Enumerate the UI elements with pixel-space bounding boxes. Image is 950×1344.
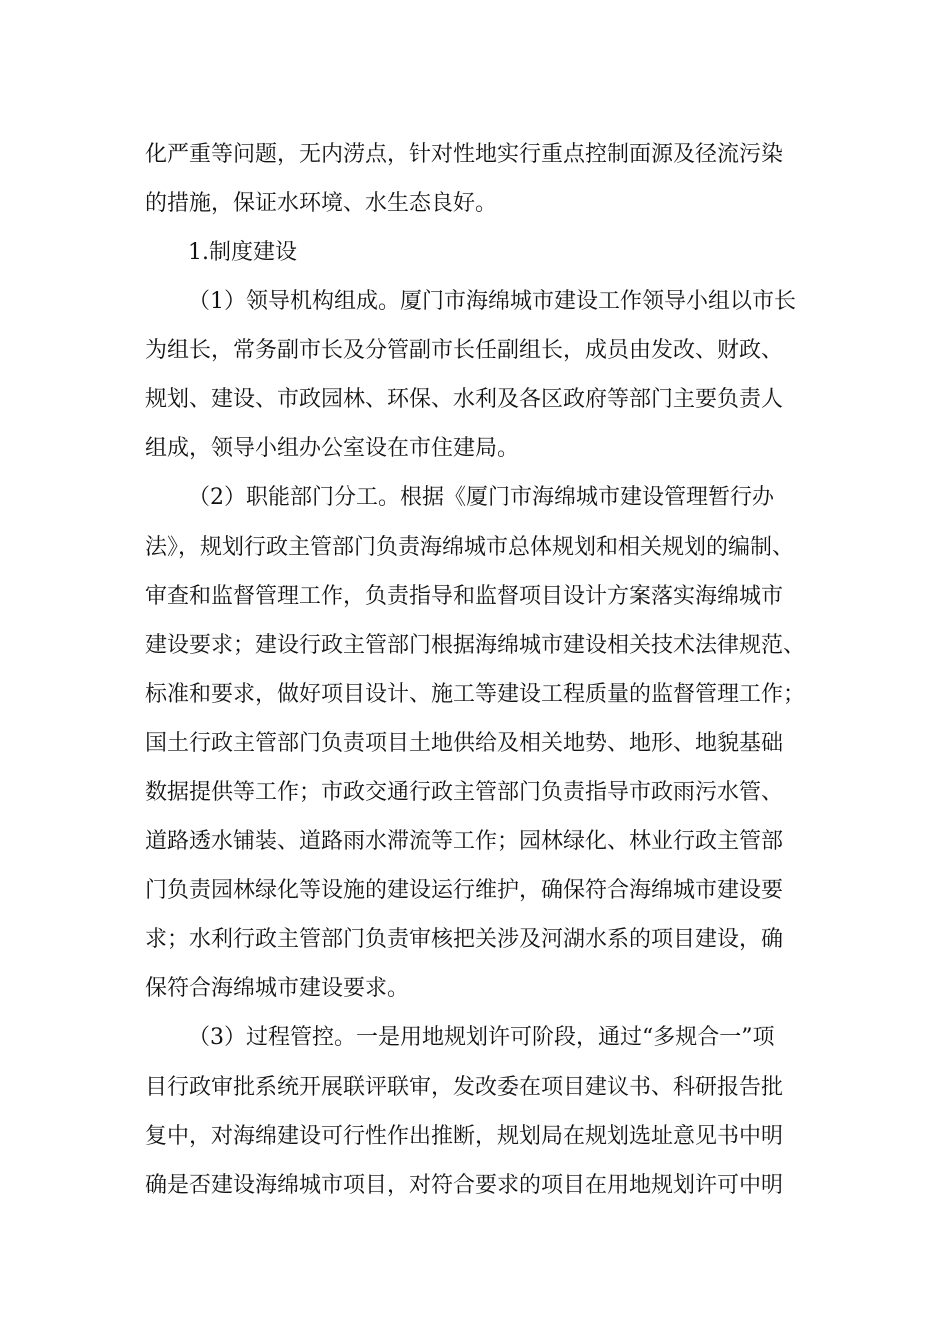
paragraph-start-line: （3）过程管控。一是用地规划许可阶段，通过“多规合一”项 [188, 1025, 775, 1050]
body-text-line: 法》，规划行政主管部门负责海绵城市总体规划和相关规划的编制、 [145, 535, 795, 560]
body-text-line: 标准和要求，做好项目设计、施工等建设工程质量的监督管理工作； [145, 682, 806, 707]
body-text-line: 的措施，保证水环境、水生态良好。 [145, 191, 498, 216]
body-text-line: 为组长，常务副市长及分管副市长任副组长，成员由发改、财政、 [145, 338, 784, 363]
body-text-line: 国土行政主管部门负责项目土地供给及相关地势、地形、地貌基础 [145, 731, 784, 756]
body-text-line: 数据提供等工作；市政交通行政主管部门负责指导市政雨污水管、 [145, 780, 784, 805]
section-heading: 1.制度建设 [188, 240, 297, 265]
body-text-line: 门负责园林绿化等设施的建设运行维护，确保符合海绵城市建设要 [145, 878, 784, 903]
body-text-line: 目行政审批系统开展联评联审，发改委在项目建议书、科研报告批 [145, 1075, 784, 1100]
paragraph-start-line: （2）职能部门分工。根据《厦门市海绵城市建设管理暂行办 [188, 485, 774, 510]
body-text-line: 道路透水铺装、道路雨水滞流等工作；园林绿化、林业行政主管部 [145, 829, 784, 854]
body-text-line: 复中，对海绵建设可行性作出推断，规划局在规划选址意见书中明 [145, 1124, 784, 1149]
body-text-line: 保符合海绵城市建设要求。 [145, 976, 410, 1001]
body-text-line: 建设要求；建设行政主管部门根据海绵城市建设相关技术法律规范、 [145, 633, 806, 658]
body-text-line: 化严重等问题，无内涝点，针对性地实行重点控制面源及径流污染 [145, 142, 784, 167]
body-text-line: 审查和监督管理工作，负责指导和监督项目设计方案落实海绵城市 [145, 584, 784, 609]
body-text-line: 规划、建设、市政园林、环保、水利及各区政府等部门主要负责人 [145, 387, 784, 412]
body-text-line: 组成，领导小组办公室设在市住建局。 [145, 436, 520, 461]
body-text-line: 确是否建设海绵城市项目，对符合要求的项目在用地规划许可中明 [145, 1173, 784, 1198]
paragraph-start-line: （1）领导机构组成。厦门市海绵城市建设工作领导小组以市长 [188, 289, 796, 314]
body-text-line: 求；水利行政主管部门负责审核把关涉及河湖水系的项目建设，确 [145, 927, 784, 952]
